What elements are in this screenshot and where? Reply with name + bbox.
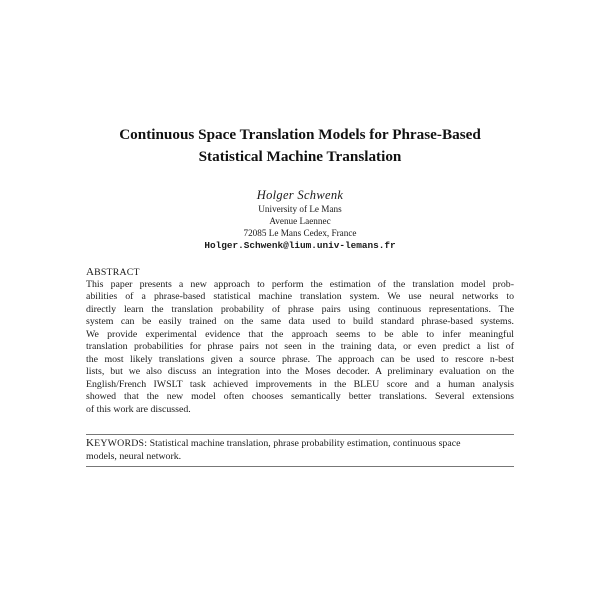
- title-line-2: Statistical Machine Translation: [198, 148, 402, 165]
- affiliation-line-1: University of Le Mans: [258, 204, 342, 214]
- abstract-line: lists, but we also discuss an integration into the Moses decoder. A preliminary evaluation on the: [86, 366, 514, 378]
- keywords-section: [86, 437, 514, 463]
- abstract-line: system can be easily trained on the same data used to build standard phrase-based systems.: [86, 316, 514, 328]
- keywords-top-rule: [86, 434, 514, 435]
- abstract-line: directly learn the translation probability of phrase pairs using continuous representations. The: [86, 303, 514, 315]
- abstract-heading-rest: BSTRACT: [94, 267, 140, 278]
- abstract-line: the most likely translations given a source phrase. The approach can be used to rescore n-best: [86, 353, 514, 365]
- keywords-bottom-rule: [86, 466, 514, 467]
- paper-title: [60, 124, 540, 168]
- abstract-line: We provide experimental evidence that the approach seems to be able to infer meaningful: [86, 328, 514, 340]
- author-email: Holger.Schwenk@lium.univ-lemans.fr: [204, 239, 396, 251]
- abstract-line: showed that the new model often chooses semantically better translations. Several extensions: [86, 391, 514, 403]
- abstract-line: abilities of a phrase-based statistical machine translation system. We use neural networks to: [86, 291, 514, 303]
- abstract-heading: [86, 266, 514, 279]
- title-line-1: Continuous Space Translation Models for Phrase-Based: [119, 126, 481, 143]
- affiliation-line-3: 72085 Le Mans Cedex, France: [243, 228, 357, 239]
- abstract-line: This paper presents a new approach to perform the estimation of the translation model prob-: [86, 279, 514, 290]
- affiliation-line-2: Avenue Laennec: [269, 216, 331, 227]
- keywords-label-initial: K: [86, 437, 95, 449]
- keywords-label-rest: EYWORDS:: [94, 438, 148, 449]
- abstract-line: of this work are discussed.: [86, 403, 191, 415]
- abstract-line: translation probabilities for phrase pairs not seen in the training data, or even predict a list of: [86, 341, 514, 353]
- abstract-line: English/French IWSLT task achieved improvements in the BLEU score and a human analysis: [86, 378, 514, 390]
- keywords-line-1: [86, 437, 514, 451]
- keywords-text-1: Statistical machine translation, phrase probability estimation, continuous space: [149, 438, 461, 449]
- abstract-heading-initial: A: [86, 266, 95, 278]
- keywords-text-2: models, neural network.: [86, 450, 182, 462]
- abstract-section: [86, 266, 514, 416]
- author-block: [100, 188, 500, 252]
- author-name: Holger Schwenk: [256, 188, 344, 202]
- abstract-text: [86, 279, 514, 416]
- keywords-label: [86, 438, 147, 449]
